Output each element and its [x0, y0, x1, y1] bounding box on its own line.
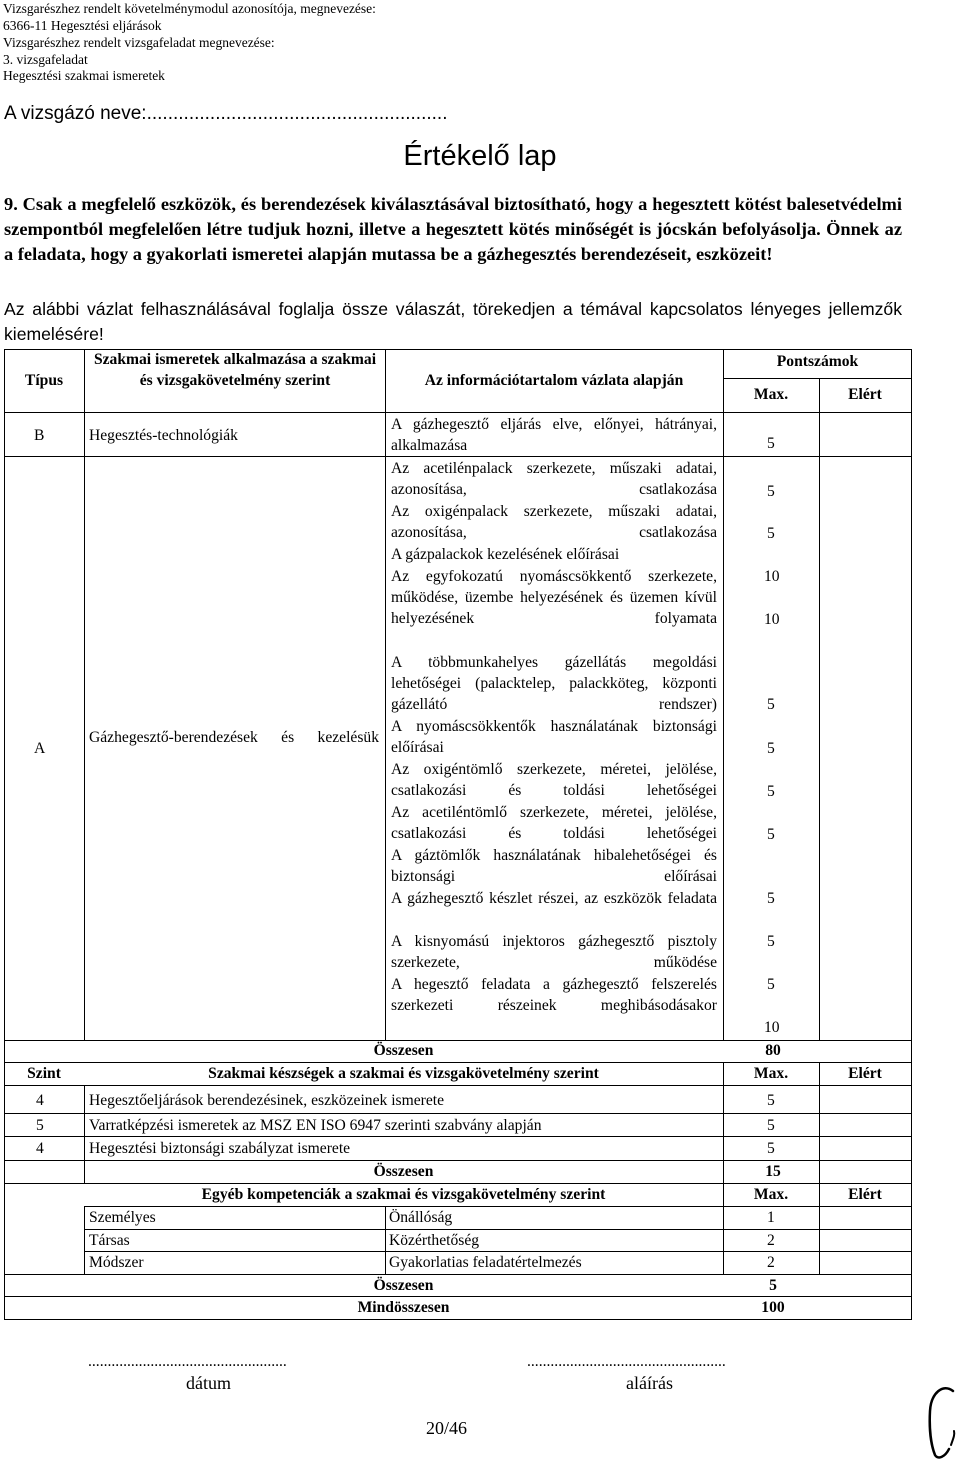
signature-line[interactable]: ...................................................: [527, 1353, 726, 1370]
task-instruction: Az alábbi vázlat felhasználásával foglalja össze válaszát, törekedjen a témával kapcsolatos lényeges jellemzők kiemelésére!: [4, 299, 902, 344]
item-2-max: 5: [767, 525, 775, 542]
header-module-label: Vizsgarészhez rendelt követelménymodul azonosítója, megnevezése:: [3, 1, 376, 16]
item-8-max: 5: [767, 826, 775, 843]
table2-total-label: Összesen: [373, 1163, 434, 1180]
table2-col-max: Max.: [753, 1065, 789, 1082]
date-line[interactable]: ...................................................: [88, 1353, 287, 1370]
col-header-competences: Egyéb kompetenciák a szakmai és vizsgakövetelmény szerint: [201, 1186, 606, 1203]
competence-3-max: 2: [767, 1254, 775, 1271]
header-task-number: 3. vizsgafeladat: [3, 52, 88, 67]
competence-1-category: Személyes: [89, 1209, 156, 1226]
item-5-max: 5: [767, 696, 775, 713]
skill-1-text: Hegesztőeljárások berendezésinek, eszközeinek ismerete: [89, 1092, 445, 1109]
skill-2-max: 5: [767, 1117, 775, 1134]
col-header-skills: Szakmai készségek a szakmai és vizsgakövetelmény szerint: [208, 1065, 599, 1082]
header-task-label: Vizsgarészhez rendelt vizsgafeladat megnevezése:: [3, 35, 275, 50]
row-b-content: A gázhegesztő eljárás elve, előnyei, hátrányai, alkalmazása: [391, 416, 717, 454]
col-header-points: Pontszámok: [776, 353, 859, 370]
col-header-content: Az információtartalom vázlata alapján: [424, 372, 684, 389]
col-header-max: Max.: [753, 386, 789, 403]
item-11-text: A kisnyomású injektoros gázhegesztő pisztoly szerkezete, működése: [391, 933, 717, 971]
competence-2-category: Társas: [89, 1232, 130, 1249]
skill-3-level: 4: [36, 1140, 44, 1157]
item-3-text: A gázpalackok kezelésének előírásai: [391, 546, 620, 563]
item-6-max: 5: [767, 740, 775, 757]
item-1-max: 5: [767, 483, 775, 500]
skill-1-max: 5: [767, 1092, 775, 1109]
item-5-text: A többmunkahelyes gázellátás megoldási lehetőségei (palacktelep, palackköteg, központi gázellátó rendszer): [391, 654, 717, 713]
table2-total-value: 15: [765, 1163, 781, 1180]
skill-3-text: Hegesztési biztonsági szabályzat ismerete: [89, 1140, 351, 1157]
row-b-topic: Hegesztés-technológiák: [89, 427, 238, 444]
task-description: 9. Csak a megfelelő eszközök, és berendezések kiválasztásával biztosítható, hogy a hegesztett kötést balesetvédelmi szempontból megfelelően létre tudjuk hozni, illetve a hegesztett kötés minőségét is jócskán befolyásolja. Önnek az a feladata, hogy a gyakorlati ismeretei alapján mutassa be a gázhegesztés berendezéseit, eszközeit!: [4, 194, 902, 264]
item-7-max: 5: [767, 783, 775, 800]
competence-2-name: Közérthetőség: [389, 1232, 480, 1249]
col-header-knowledge: Szakmai ismeretek alkalmazása a szakmai és vizsgakövetelmény szerint: [93, 351, 377, 389]
competence-1-name: Önállóság: [389, 1209, 453, 1226]
date-label: dátum: [186, 1373, 231, 1393]
candidate-name-field[interactable]: A vizsgázó neve:.........................................................: [4, 103, 448, 124]
row-b-max: 5: [767, 435, 775, 452]
item-9-text: A gáztömlők használatának hibalehetőségei és biztonsági előírásai: [391, 847, 717, 885]
item-10-max: 5: [767, 933, 775, 950]
skill-1-level: 4: [36, 1092, 44, 1109]
item-2-text: Az oxigénpalack szerkezete, műszaki adatai, azonosítása, csatlakozása: [391, 503, 717, 541]
page-title: Értékelő lap: [403, 140, 557, 172]
header-module-value: 6366-11 Hegesztési eljárások: [3, 18, 162, 33]
table3-total-label: Összesen: [373, 1277, 434, 1294]
item-10-text: A gázhegesztő készlet részei, az eszközök feladata: [391, 890, 717, 907]
item-6-text: A nyomáscsökkentők használatának biztonsági előírásai: [391, 718, 717, 756]
page-number: 20/46: [426, 1418, 468, 1438]
col-header-achieved: Elért: [848, 386, 882, 403]
table1-total-value: 80: [765, 1042, 781, 1059]
competence-2-max: 2: [767, 1232, 775, 1249]
item-9-max: 5: [767, 890, 775, 907]
item-1-text: Az acetilénpalack szerkezete, műszaki adatai, azonosítása, csatlakozása: [391, 460, 717, 498]
item-4-text: Az egyfokozatú nyomáscsökkentő szerkezete, működése, üzembe helyezésének és üzemen kívül helyezésének folyamata: [391, 568, 717, 627]
header-task-name: Hegesztési szakmai ismeretek: [3, 68, 165, 83]
item-4-max: 10: [764, 611, 780, 628]
item-11-max: 5: [767, 976, 775, 993]
item-3-max: 10: [764, 568, 780, 585]
row-a-type: A: [34, 740, 46, 757]
item-12-max: 10: [764, 1019, 780, 1036]
table3-col-max: Max.: [753, 1186, 789, 1203]
skill-2-text: Varratképzési ismeretek az MSZ EN ISO 6947 szerinti szabvány alapján: [89, 1117, 542, 1134]
table1-total-label: Összesen: [373, 1042, 434, 1059]
item-7-text: Az oxigéntömlő szerkezete, méretei, jelölése, csatlakozási és toldási lehetőségei: [391, 761, 717, 799]
row-a-topic: Gázhegesztő-berendezések és kezelésük: [89, 729, 379, 746]
competence-1-max: 1: [767, 1209, 775, 1226]
table3-col-achieved: Elért: [848, 1186, 882, 1203]
table2-col-achieved: Elért: [848, 1065, 882, 1082]
item-12-text: A hegesztő feladata a gázhegesztő felszerelés szerkezeti részeinek meghibásodásakor: [391, 976, 717, 1014]
skill-2-level: 5: [36, 1117, 44, 1134]
grand-total-value: 100: [761, 1299, 785, 1316]
handwritten-signature-icon: [925, 1383, 957, 1461]
row-b-type: B: [34, 427, 45, 444]
competence-3-name: Gyakorlatias feladatértelmezés: [389, 1254, 582, 1271]
grand-total-label: Mindösszesen: [357, 1299, 450, 1316]
signature-label: aláírás: [626, 1373, 673, 1393]
table3-total-value: 5: [769, 1277, 777, 1294]
skill-3-max: 5: [767, 1140, 775, 1157]
col-header-level: Szint: [27, 1065, 61, 1082]
col-header-type: Típus: [24, 372, 64, 389]
competence-3-category: Módszer: [89, 1254, 144, 1271]
item-8-text: Az acetiléntömlő szerkezete, méretei, jelölése, csatlakozási és toldási lehetőségei: [391, 804, 717, 842]
